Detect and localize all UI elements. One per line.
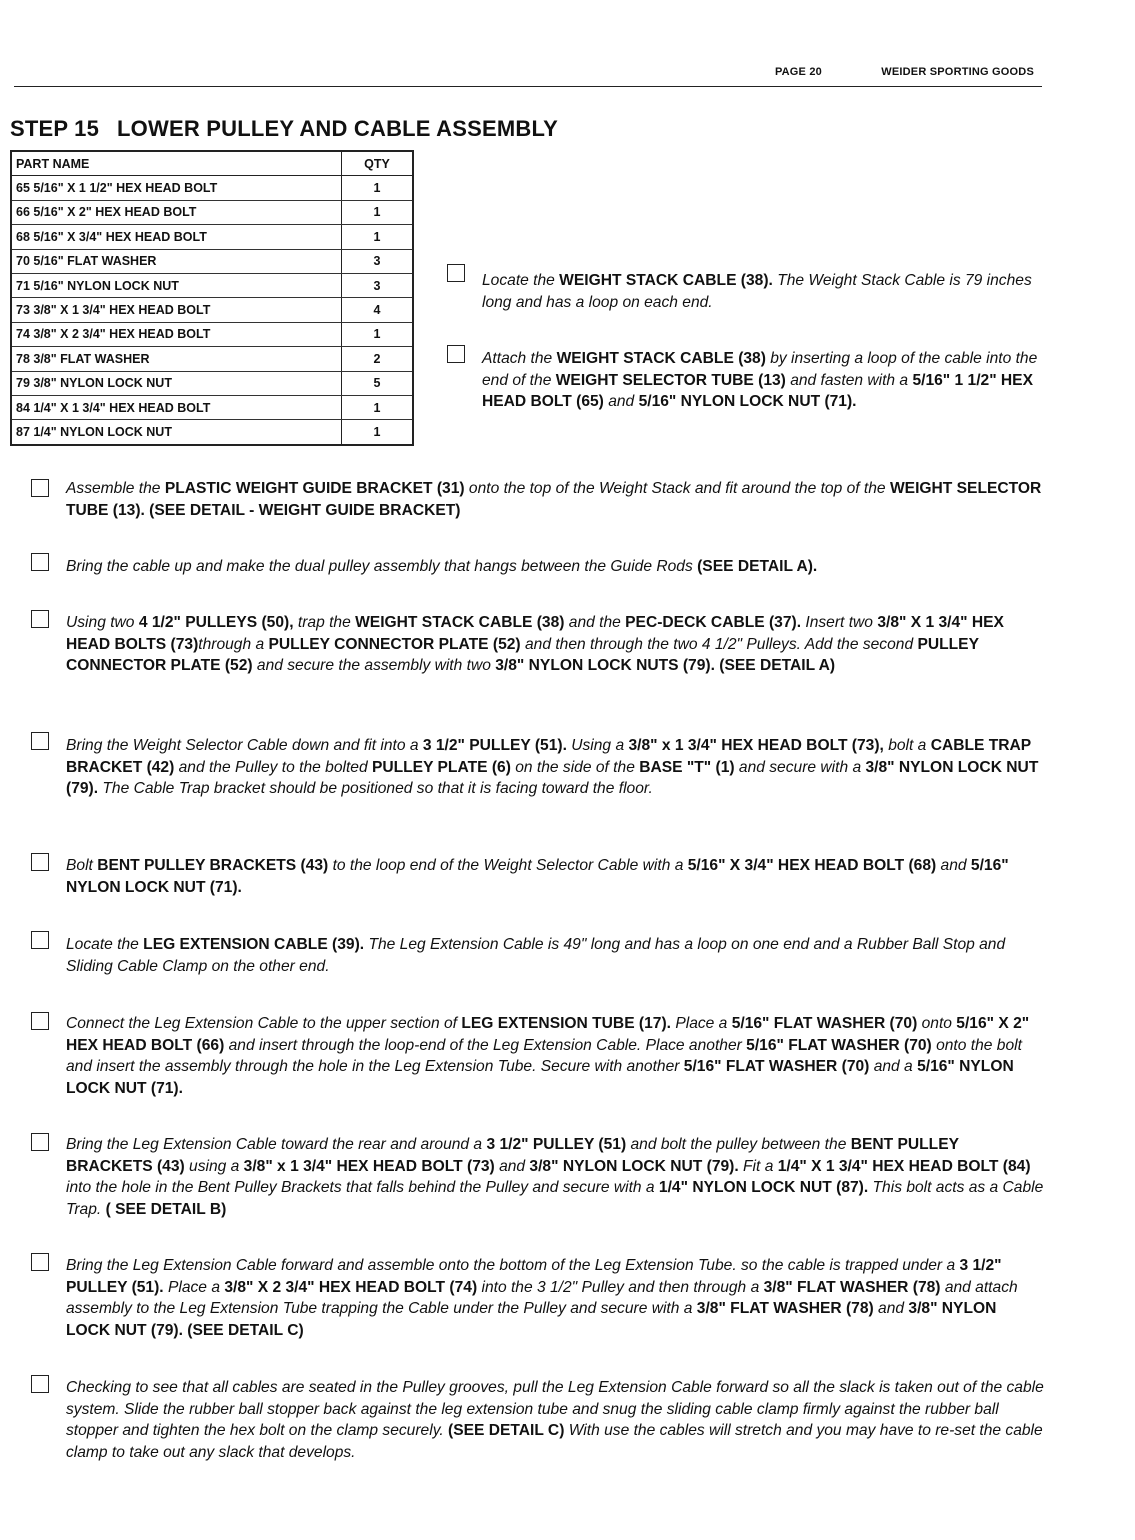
part-name-cell: 68 5/16" X 3/4" HEX HEAD BOLT [11, 225, 342, 249]
instruction-phrase: to the loop end of the Weight Selector Cable with a [328, 857, 688, 874]
bold-part-reference: BASE "T" (1) [639, 758, 735, 776]
bold-part-reference: 3/8" X 1 3/4" HEX HEAD BOLTS (73) [66, 614, 1004, 653]
bold-part-reference: WEIGHT SELECTOR TUBE (13). (SEE DETAIL - WEIGHT GUIDE BRACKET) [66, 480, 1042, 519]
instruction-phrase: and a [869, 1058, 918, 1075]
bold-part-reference: 3/8" NYLON LOCK NUT (79). (SEE DETAIL C) [66, 1300, 997, 1339]
bold-part-reference: 4 1/2" PULLEYS (50), [138, 614, 294, 631]
instruction-phrase: Bring the Weight Selector Cable down and fit into a [66, 737, 423, 754]
instruction-3-checkbox[interactable] [31, 479, 49, 497]
bold-part-reference: PULLEY PLATE (6) [371, 758, 511, 776]
parts-table-row [11, 298, 413, 322]
instruction-phrase: through a [198, 635, 269, 653]
part-qty-cell: 3 [342, 273, 414, 297]
bold-part-reference: 3/8" X 2 3/4" HEX HEAD BOLT (74) [224, 1278, 478, 1296]
instruction-2-text [482, 348, 1042, 413]
instruction-phrase: onto the top of the Weight Stack and fit around the top of the [464, 480, 890, 497]
parts-table-row [11, 371, 413, 395]
bold-part-reference: 3/8" x 1 3/4" HEX HEAD BOLT (73), [628, 737, 884, 754]
parts-table-row [11, 322, 413, 346]
step-number: STEP 15 [10, 116, 100, 141]
bold-part-reference: 5/16" FLAT WASHER (70) [683, 1058, 870, 1075]
instruction-phrase: Bring the cable up and make the dual pulley assembly that hangs between the Guide Rods [66, 558, 698, 575]
instruction-phrase: trap the [293, 614, 356, 631]
bold-part-reference: PULLEY CONNECTOR PLATE (52) [268, 635, 521, 653]
company-name: WEIDER SPORTING GOODS [881, 66, 1034, 78]
instruction-phrase: and insert through the loop-end of the Leg Extension Cable. Place another [224, 1036, 747, 1054]
bold-part-reference: BENT PULLEY BRACKETS (43) [97, 857, 329, 874]
part-qty-cell: 1 [342, 420, 414, 445]
instruction-12-checkbox[interactable] [31, 1375, 49, 1393]
parts-table-row [11, 176, 413, 200]
instruction-phrase: and [873, 1300, 909, 1317]
bold-part-reference: (SEE DETAIL C) [448, 1422, 565, 1439]
instruction-10-checkbox[interactable] [31, 1133, 49, 1151]
bold-part-reference: WEIGHT SELECTOR TUBE (13) [555, 371, 786, 389]
part-qty-cell: 1 [342, 322, 414, 346]
bold-part-reference: 3/8" FLAT WASHER (78) [763, 1278, 941, 1296]
parts-table-row [11, 200, 413, 224]
bold-part-reference: PULLEY CONNECTOR PLATE (52) [66, 635, 979, 674]
part-name-cell: 78 3/8" FLAT WASHER [11, 347, 342, 371]
instruction-2-checkbox[interactable] [447, 345, 465, 363]
step-title: LOWER PULLEY AND CABLE ASSEMBLY [117, 116, 558, 141]
bold-part-reference: 5/16" FLAT WASHER (70) [731, 1015, 918, 1032]
bold-part-reference: 5/16" X 2" HEX HEAD BOLT (66) [66, 1015, 1030, 1054]
parts-table-row [11, 420, 413, 445]
parts-table [10, 150, 414, 446]
bold-part-reference: 5/16" FLAT WASHER (70) [746, 1036, 932, 1054]
part-name-cell: 79 3/8" NYLON LOCK NUT [11, 371, 342, 395]
part-qty-cell: 5 [342, 371, 414, 395]
bold-part-reference: 5/16" NYLON LOCK NUT (71). [66, 857, 1009, 896]
bold-part-reference: WEIGHT STACK CABLE (38) [556, 350, 766, 367]
part-qty-cell: 4 [342, 298, 414, 322]
bold-part-reference: BENT PULLEY BRACKETS (43) [66, 1136, 959, 1175]
parts-table-row [11, 249, 413, 273]
part-name-header: PART NAME [11, 151, 342, 176]
instruction-phrase: Using two [66, 614, 139, 631]
instruction-5-checkbox[interactable] [31, 610, 49, 628]
instruction-phrase: Fit a [738, 1157, 778, 1175]
part-name-cell: 74 3/8" X 2 3/4" HEX HEAD BOLT [11, 322, 342, 346]
instruction-9-checkbox[interactable] [31, 1012, 49, 1030]
part-name-cell: 87 1/4" NYLON LOCK NUT [11, 420, 342, 445]
bold-part-reference: 3 1/2" PULLEY (51). [66, 1257, 1002, 1296]
parts-table-row [11, 347, 413, 371]
parts-table-row [11, 225, 413, 249]
instruction-11-text [66, 1255, 1044, 1341]
instruction-phrase: Attach the [482, 350, 557, 367]
instruction-1-text [482, 270, 1042, 313]
instruction-phrase: by inserting a loop of the cable into the end of the [482, 350, 1038, 389]
parts-table-row [11, 273, 413, 297]
instruction-phrase: onto the bolt and insert the assembly through the hole in the Leg Extension Tube. Secure with another [66, 1036, 1022, 1075]
instruction-phrase: Place a [671, 1015, 732, 1032]
instruction-phrase: and fasten with a [785, 371, 913, 389]
part-name-cell: 66 5/16" X 2" HEX HEAD BOLT [11, 200, 342, 224]
instruction-phrase: Locate the [66, 936, 144, 953]
instruction-phrase: Checking to see that all cables are seated in the Pulley grooves, pull the Leg Extension Cable forward so all the slack is taken out of the cable system. Slide the rubber ball stopper back against the leg extension tube and snug the sliding cable clamp firmly against the rubber ball stopper and tighten the hex bolt on the clamp securely. [66, 1379, 1044, 1439]
instruction-3-text [66, 478, 1044, 521]
bold-part-reference: PEC-DECK CABLE (37). [625, 614, 802, 631]
bold-part-reference: 3 1/2" PULLEY (51). [422, 737, 567, 754]
part-name-cell: 73 3/8" X 1 3/4" HEX HEAD BOLT [11, 298, 342, 322]
instruction-phrase: and [603, 393, 639, 410]
bold-part-reference: 1/4" NYLON LOCK NUT (87). [658, 1179, 869, 1196]
part-qty-cell: 1 [342, 225, 414, 249]
instruction-5-text [66, 612, 1044, 677]
part-qty-cell: 1 [342, 395, 414, 419]
part-name-cell: 70 5/16" FLAT WASHER [11, 249, 342, 273]
page-number: PAGE 20 [774, 66, 822, 78]
instruction-phrase: Insert two [801, 614, 878, 631]
instruction-phrase: Connect the Leg Extension Cable to the upper section of [66, 1015, 462, 1032]
bold-part-reference: CABLE TRAP BRACKET (42) [66, 737, 1031, 776]
bold-part-reference: (SEE DETAIL A). [697, 558, 818, 575]
instruction-phrase: using a [184, 1157, 244, 1175]
bold-part-reference: 5/16" 1 1/2" HEX HEAD BOLT (65) [482, 371, 1033, 410]
bold-part-reference: 3/8" x 1 3/4" HEX HEAD BOLT (73) [243, 1157, 495, 1175]
instruction-phrase: and the [564, 614, 626, 631]
instruction-phrase: Assemble the [66, 480, 165, 497]
instruction-phrase: and secure the assembly with two [252, 657, 496, 674]
instruction-phrase: Locate the [482, 272, 560, 289]
instruction-8-checkbox[interactable] [31, 931, 49, 949]
instruction-phrase: into the 3 1/2" Pulley and then through a [477, 1278, 764, 1296]
instruction-phrase: and [936, 857, 971, 874]
instruction-6-text [66, 735, 1044, 800]
instruction-phrase: This bolt acts as a Cable Trap. [66, 1179, 1044, 1218]
bold-part-reference: 5/16" NYLON LOCK NUT (71). [66, 1058, 1014, 1097]
instruction-6-checkbox[interactable] [31, 732, 49, 750]
qty-header: QTY [342, 151, 414, 176]
instruction-8-text [66, 934, 1044, 977]
instruction-phrase: and then through the two 4 1/2" Pulleys. Add the second [520, 635, 918, 653]
instruction-phrase: and bolt the pulley between the [626, 1136, 851, 1153]
bold-part-reference: 3/8" NYLON LOCK NUTS (79). (SEE DETAIL A) [495, 657, 836, 674]
bold-part-reference: 3/8" FLAT WASHER (78) [696, 1300, 874, 1317]
part-name-cell: 71 5/16" NYLON LOCK NUT [11, 273, 342, 297]
instruction-phrase: onto [917, 1015, 957, 1032]
instruction-10-text [66, 1134, 1044, 1220]
parts-table-header [11, 151, 413, 176]
bold-part-reference: LEG EXTENSION TUBE (17). [461, 1015, 671, 1032]
instruction-7-text [66, 855, 1044, 898]
instruction-7-checkbox[interactable] [31, 853, 49, 871]
bold-part-reference: LEG EXTENSION CABLE (39). [143, 936, 365, 953]
bold-part-reference: 3/8" NYLON LOCK NUT (79). [66, 758, 1039, 797]
instruction-phrase: With use the cables will stretch and you may have to re-set the cable clamp to take out any slack that develops. [66, 1422, 1043, 1461]
bold-part-reference: 3/8" NYLON LOCK NUT (79). [529, 1157, 739, 1175]
bold-part-reference: 1/4" X 1 3/4" HEX HEAD BOLT (84) [777, 1157, 1031, 1175]
page-header [14, 66, 1042, 87]
instruction-phrase: bolt a [883, 737, 931, 754]
instruction-phrase: The Leg Extension Cable is 49" long and has a loop on one end and a Rubber Ball Stop and Sliding Cable Clamp on the other end. [66, 936, 1006, 975]
part-qty-cell: 1 [342, 200, 414, 224]
instruction-phrase: Bring the Leg Extension Cable forward and assemble onto the bottom of the Leg Extension Tube. so the cable is trapped under a [66, 1257, 960, 1274]
part-qty-cell: 3 [342, 249, 414, 273]
instruction-phrase: into the hole in the Bent Pulley Brackets that falls behind the Pulley and secure with a [66, 1179, 659, 1196]
bold-part-reference: WEIGHT STACK CABLE (38) [355, 614, 565, 631]
instruction-phrase: The Cable Trap bracket should be positioned so that it is facing toward the floor. [98, 780, 653, 797]
instruction-4-text [66, 556, 1044, 578]
instruction-phrase: on the side of the [510, 758, 640, 776]
bold-part-reference: 3 1/2" PULLEY (51) [486, 1136, 627, 1153]
bold-part-reference: PLASTIC WEIGHT GUIDE BRACKET (31) [164, 480, 465, 497]
instruction-phrase: Bring the Leg Extension Cable toward the rear and around a [66, 1136, 487, 1153]
instruction-phrase: and secure with a [734, 758, 866, 776]
bold-part-reference: 5/16" NYLON LOCK NUT (71). [638, 393, 857, 410]
instruction-9-text [66, 1013, 1044, 1099]
bold-part-reference: WEIGHT STACK CABLE (38). [559, 272, 773, 289]
instruction-phrase: The Weight Stack Cable is 79 inches long and has a loop on each end. [482, 272, 1032, 311]
parts-table-body [11, 176, 413, 445]
instruction-phrase: Bolt [66, 857, 98, 874]
parts-table-row [11, 395, 413, 419]
instruction-11-checkbox[interactable] [31, 1253, 49, 1271]
instruction-phrase: and attach assembly to the Leg Extension Tube trapping the Cable under the Pulley and secure with a [66, 1278, 1018, 1317]
instruction-phrase: and the Pulley to the bolted [174, 758, 372, 776]
part-qty-cell: 1 [342, 176, 414, 200]
instruction-12-text [66, 1377, 1044, 1463]
instruction-phrase: Using a [566, 737, 629, 754]
instruction-4-checkbox[interactable] [31, 553, 49, 571]
bold-part-reference: 5/16" X 3/4" HEX HEAD BOLT (68) [687, 857, 937, 874]
instruction-phrase: Place a [163, 1278, 225, 1296]
bold-part-reference: ( SEE DETAIL B) [105, 1200, 227, 1218]
part-name-cell: 65 5/16" X 1 1/2" HEX HEAD BOLT [11, 176, 342, 200]
part-name-cell: 84 1/4" X 1 3/4" HEX HEAD BOLT [11, 395, 342, 419]
instruction-1-checkbox[interactable] [447, 264, 465, 282]
part-qty-cell: 2 [342, 347, 414, 371]
instruction-phrase: and [494, 1157, 530, 1175]
step-heading [10, 116, 558, 142]
